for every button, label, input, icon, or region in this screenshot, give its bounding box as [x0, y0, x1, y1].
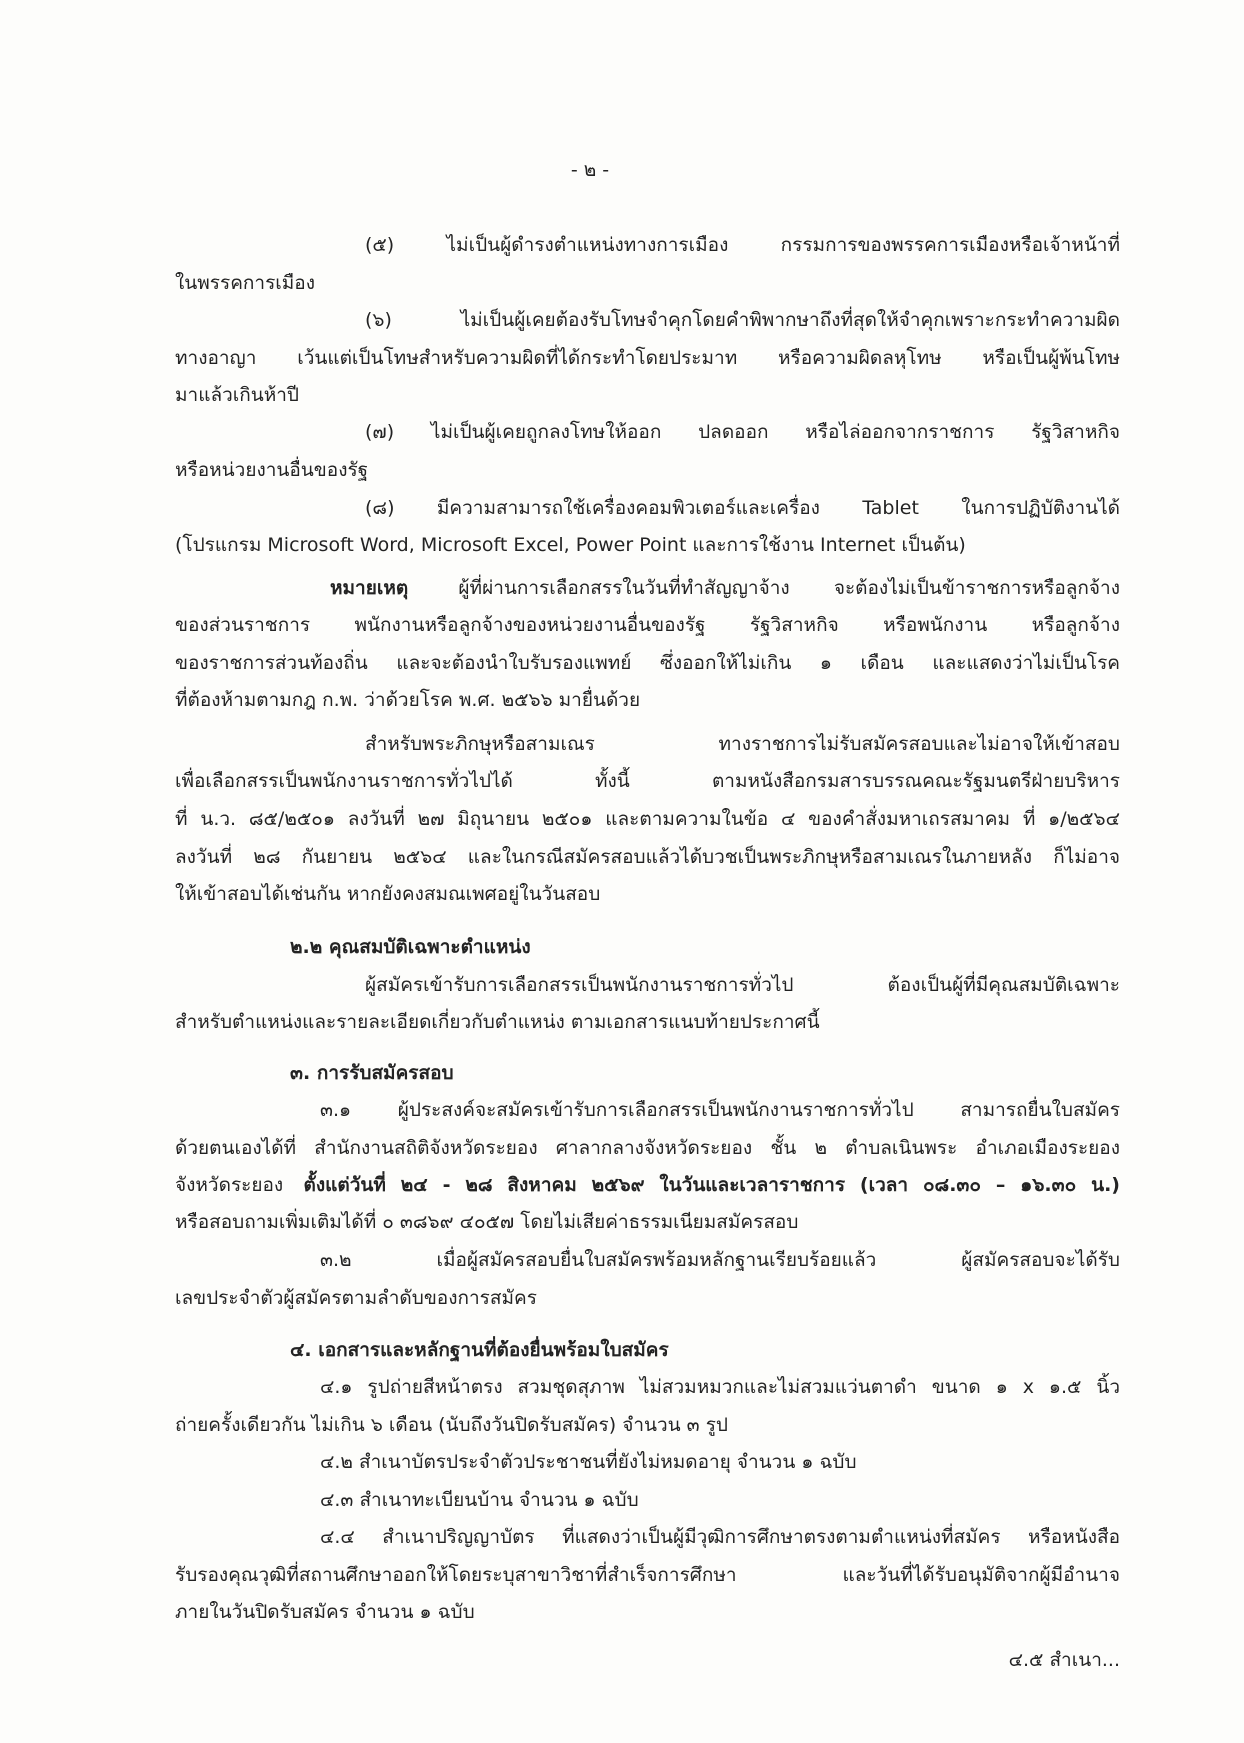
item-4-4-line-1: ๔.๔ สำเนาปริญญาบัตร ที่แสดงว่าเป็นผู้มีวุฒิการศึกษาตรงตามตำแหน่งที่สมัคร หรือหนังสือ: [320, 1526, 1120, 1548]
section-2-2-line-2: สำหรับตำแหน่งและรายละเอียดเกี่ยวกับตำแหน่ง ตามเอกสารแนบท้ายประกาศนี้: [175, 1011, 820, 1033]
item-3-1-line-1: ๓.๑ ผู้ประสงค์จะสมัครเข้ารับการเลือกสรรเป็นพนักงานราชการทั่วไป สามารถยื่นใบสมัคร: [320, 1099, 1120, 1121]
item-4-2: ๔.๒ สำเนาบัตรประจำตัวประชาชนที่ยังไม่หมดอายุ จำนวน ๑ ฉบับ: [320, 1451, 857, 1473]
section-4-heading: ๔. เอกสารและหลักฐานที่ต้องยื่นพร้อมใบสมัคร: [290, 1339, 669, 1361]
page-number: - ๒ -: [570, 159, 610, 181]
item-8-line-2: (โปรแกรม Microsoft Word, Microsoft Excel, Power Point และการใช้งาน Internet เป็นต้น): [175, 534, 966, 556]
item-3-1-line-3: [175, 1167, 1120, 1203]
item-6-line-3: มาแล้วเกินห้าปี: [175, 384, 299, 406]
item-3-1-line-2: ด้วยตนเองได้ที่ สำนักงานสถิติจังหวัดระยอง ศาลากลางจังหวัดระยอง ชั้น ๒ ตำบลเนินพระ อำเภอเมืองระยอง: [175, 1137, 1120, 1159]
item-8-line-1: (๘) มีความสามารถใช้เครื่องคอมพิวเตอร์และเครื่อง Tablet ในการปฏิบัติงานได้: [365, 497, 1120, 519]
item-7-line-1: (๗) ไม่เป็นผู้เคยถูกลงโทษให้ออก ปลดออก หรือไล่ออกจากราชการ รัฐวิสาหกิจ: [365, 421, 1120, 443]
item-5-line-1: (๕) ไม่เป็นผู้ดำรงตำแหน่งทางการเมือง กรรมการของพรรคการเมืองหรือเจ้าหน้าที่: [365, 234, 1120, 256]
section-2-2-heading: ๒.๒ คุณสมบัติเฉพาะตำแหน่ง: [290, 936, 531, 958]
note-line-1-text: ผู้ที่ผ่านการเลือกสรรในวันที่ทำสัญญาจ้าง จะต้องไม่เป็นข้าราชการหรือลูกจ้าง: [458, 577, 1120, 599]
monks-line-5: ให้เข้าสอบได้เช่นกัน หากยังคงสมณเพศอยู่ในวันสอบ: [175, 883, 601, 905]
monks-line-1: สำหรับพระภิกษุหรือสามเณร ทางราชการไม่รับสมัครสอบและไม่อาจให้เข้าสอบ: [365, 733, 1120, 755]
application-period: ตั้งแต่วันที่ ๒๔ - ๒๘ สิงหาคม ๒๕๖๙ ในวันและเวลาราชการ (เวลา ๐๘.๓๐ – ๑๖.๓๐ น.): [303, 1174, 1120, 1196]
item-6-line-1: (๖) ไม่เป็นผู้เคยต้องรับโทษจำคุกโดยคำพิพากษาถึงที่สุดให้จำคุกเพราะกระทำความผิด: [365, 309, 1120, 331]
monks-line-4: ลงวันที่ ๒๘ กันยายน ๒๕๖๔ และในกรณีสมัครสอบแล้วได้บวชเป็นพระภิกษุหรือสามเณรในภายหลัง ก็ไม่อาจ: [175, 846, 1120, 868]
section-2-2-line-1: ผู้สมัครเข้ารับการเลือกสรรเป็นพนักงานราชการทั่วไป ต้องเป็นผู้ที่มีคุณสมบัติเฉพาะ: [365, 974, 1120, 996]
item-3-1-line-3-normal: จังหวัดระยอง: [175, 1174, 284, 1196]
section-3-heading: ๓. การรับสมัครสอบ: [290, 1062, 454, 1084]
item-3-1-line-4: หรือสอบถามเพิ่มเติมได้ที่ ๐ ๓๘๖๙ ๔๐๕๗ โดยไม่เสียค่าธรรมเนียมสมัครสอบ: [175, 1211, 799, 1233]
item-3-2-line-2: เลขประจำตัวผู้สมัครตามลำดับของการสมัคร: [175, 1287, 537, 1309]
item-4-1-line-2: ถ่ายครั้งเดียวกัน ไม่เกิน ๖ เดือน (นับถึงวันปิดรับสมัคร) จำนวน ๓ รูป: [175, 1414, 728, 1436]
note-label: หมายเหตุ: [330, 577, 409, 599]
item-4-1-line-1: ๔.๑ รูปถ่ายสีหน้าตรง สวมชุดสุภาพ ไม่สวมหมวกและไม่สวมแว่นตาดำ ขนาด ๑ x ๑.๕ นิ้ว: [320, 1376, 1120, 1398]
item-3-2-line-1: ๓.๒ เมื่อผู้สมัครสอบยื่นใบสมัครพร้อมหลักฐานเรียบร้อยแล้ว ผู้สมัครสอบจะได้รับ: [320, 1249, 1120, 1271]
item-4-4-line-2: รับรองคุณวุฒิที่สถานศึกษาออกให้โดยระบุสาขาวิชาที่สำเร็จการศึกษา และวันที่ได้รับอนุมัติจากผู้มีอำนาจ: [175, 1564, 1120, 1586]
item-4-4-line-3: ภายในวันปิดรับสมัคร จำนวน ๑ ฉบับ: [175, 1601, 475, 1623]
item-4-3: ๔.๓ สำเนาทะเบียนบ้าน จำนวน ๑ ฉบับ: [320, 1489, 639, 1511]
note-line-2: ของส่วนราชการ พนักงานหรือลูกจ้างของหน่วยงานอื่นของรัฐ รัฐวิสาหกิจ หรือพนักงาน หรือลูกจ้าง: [175, 614, 1120, 636]
item-7-line-2: หรือหน่วยงานอื่นของรัฐ: [175, 459, 369, 481]
note-line-3: ของราชการส่วนท้องถิ่น และจะต้องนำใบรับรองแพทย์ ซึ่งออกให้ไม่เกิน ๑ เดือน และแสดงว่าไม่เป็นโรค: [175, 652, 1120, 674]
monks-line-2: เพื่อเลือกสรรเป็นพนักงานราชการทั่วไปได้ ทั้งนี้ ตามหนังสือกรมสารบรรณคณะรัฐมนตรีฝ่ายบริหาร: [175, 770, 1120, 792]
monks-line-3: ที่ น.ว. ๘๕/๒๕๐๑ ลงวันที่ ๒๗ มิถุนายน ๒๕๐๑ และตามความในข้อ ๔ ของคำสั่งมหาเถรสมาคม ที่ ๑/๒๕๖๔: [175, 808, 1120, 830]
note-line-4: ที่ต้องห้ามตามกฎ ก.พ. ว่าด้วยโรค พ.ศ. ๒๕๖๖ มายื่นด้วย: [175, 689, 641, 711]
note-line-1: [330, 570, 1120, 606]
item-6-line-2: ทางอาญา เว้นแต่เป็นโทษสำหรับความผิดที่ได้กระทำโดยประมาท หรือความผิดลหุโทษ หรือเป็นผู้พ้นโทษ: [175, 347, 1120, 369]
continuation-marker: ๔.๕ สำเนา...: [1008, 1649, 1120, 1671]
item-5-line-2: ในพรรคการเมือง: [175, 272, 315, 294]
